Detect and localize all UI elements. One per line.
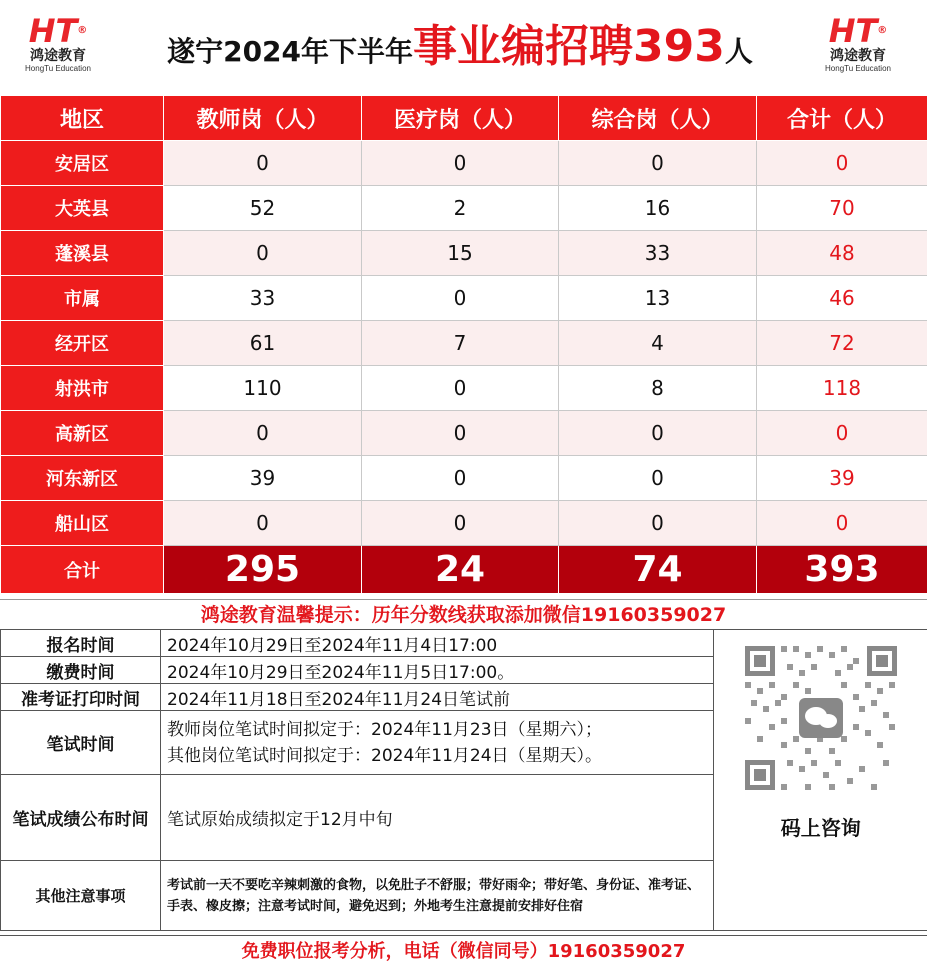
medical-cell: 0 [362, 366, 559, 411]
general-cell: 33 [559, 231, 757, 276]
admit-print-label: 准考证打印时间 [1, 684, 161, 711]
region-cell: 大英县 [1, 186, 164, 231]
region-cell: 蓬溪县 [1, 231, 164, 276]
teacher-cell: 0 [164, 141, 362, 186]
footer-contact: 免费职位报考分析，电话（微信同号）19160359027 [0, 935, 927, 966]
total-cell: 72 [757, 321, 927, 366]
total-cell: 70 [757, 186, 927, 231]
medical-cell: 7 [362, 321, 559, 366]
total-cell: 0 [757, 141, 927, 186]
total-cell: 0 [757, 501, 927, 546]
medical-cell: 0 [362, 456, 559, 501]
admit-print-value: 2024年11月18日至2024年11月24日笔试前 [161, 684, 714, 711]
notes-value: 考试前一天不要吃辛辣刺激的食物，以免肚子不舒服；带好雨伞；带好笔、身份证、准考证、手表、橡皮擦；注意考试时间，避免迟到；外地考生注意提前安排好住宿 [161, 861, 714, 931]
notes-label: 其他注意事项 [1, 861, 161, 931]
col-header-region: 地区 [1, 96, 164, 141]
total-cell: 118 [757, 366, 927, 411]
logo-en: HongTu Education [825, 64, 891, 73]
table-header-row [1, 96, 927, 141]
region-cell: 高新区 [1, 411, 164, 456]
title-emphasis: 事业编招聘393 [413, 21, 725, 72]
region-cell: 市属 [1, 276, 164, 321]
general-cell: 8 [559, 366, 757, 411]
table-row [1, 501, 927, 546]
teacher-cell: 0 [164, 231, 362, 276]
qr-panel [714, 630, 927, 931]
region-cell: 河东新区 [1, 456, 164, 501]
schedule-table [0, 629, 927, 931]
sum-teacher: 295 [164, 546, 362, 594]
medical-cell: 15 [362, 231, 559, 276]
total-cell: 46 [757, 276, 927, 321]
qr-code-icon [741, 642, 901, 794]
exam-time-value [161, 711, 714, 775]
medical-cell: 0 [362, 411, 559, 456]
total-cell: 48 [757, 231, 927, 276]
col-header-general: 综合岗（人） [559, 96, 757, 141]
table-row [1, 276, 927, 321]
region-cell: 经开区 [1, 321, 164, 366]
sum-label: 合计 [1, 546, 164, 594]
logo-en: HongTu Education [25, 64, 91, 73]
qr-caption: 码上咨询 [780, 816, 861, 840]
logo-left [18, 14, 98, 84]
teacher-cell: 33 [164, 276, 362, 321]
table-row [1, 231, 927, 276]
general-cell: 0 [559, 501, 757, 546]
logo-cn: 鸿途教育 [30, 48, 86, 64]
sum-total: 393 [757, 546, 927, 594]
table-row [1, 141, 927, 186]
page-title [100, 12, 820, 82]
logo-cn: 鸿途教育 [830, 48, 886, 64]
medical-cell: 0 [362, 276, 559, 321]
general-cell: 16 [559, 186, 757, 231]
reg-time-value: 2024年10月29日至2024年11月4日17:00 [161, 630, 714, 657]
exam-time-other: 其他岗位笔试时间拟定于：2024年11月24日（星期天）。 [167, 745, 603, 766]
sum-general: 74 [559, 546, 757, 594]
exam-time-label: 笔试时间 [1, 711, 161, 775]
col-header-total: 合计（人） [757, 96, 927, 141]
col-header-medical: 医疗岗（人） [362, 96, 559, 141]
medical-cell: 2 [362, 186, 559, 231]
pay-time-value: 2024年10月29日至2024年11月5日17:00。 [161, 657, 714, 684]
exam-time-teacher: 教师岗位笔试时间拟定于：2024年11月23日（星期六）； [167, 719, 603, 740]
logo-right [818, 14, 898, 84]
logo-mark-icon: HT® [28, 12, 88, 50]
teacher-cell: 110 [164, 366, 362, 411]
sum-row [1, 546, 927, 594]
teacher-cell: 0 [164, 501, 362, 546]
logo-mark-icon: HT® [828, 12, 888, 50]
general-cell: 4 [559, 321, 757, 366]
table-row [1, 411, 927, 456]
region-cell: 射洪市 [1, 366, 164, 411]
region-cell: 船山区 [1, 501, 164, 546]
table-row [1, 366, 927, 411]
medical-cell: 0 [362, 501, 559, 546]
teacher-cell: 61 [164, 321, 362, 366]
teacher-cell: 39 [164, 456, 362, 501]
table-row [1, 186, 927, 231]
teacher-cell: 0 [164, 411, 362, 456]
score-time-label: 笔试成绩公布时间 [1, 775, 161, 861]
general-cell: 13 [559, 276, 757, 321]
title-suffix: 人 [724, 35, 753, 68]
sum-medical: 24 [362, 546, 559, 594]
reg-time-label: 报名时间 [1, 630, 161, 657]
general-cell: 0 [559, 456, 757, 501]
header [0, 0, 927, 95]
region-cell: 安居区 [1, 141, 164, 186]
total-cell: 0 [757, 411, 927, 456]
title-prefix: 遂宁2024年下半年 [167, 35, 414, 68]
total-cell: 39 [757, 456, 927, 501]
table-row [1, 456, 927, 501]
recruitment-table [0, 95, 927, 594]
col-header-teacher: 教师岗（人） [164, 96, 362, 141]
teacher-cell: 52 [164, 186, 362, 231]
general-cell: 0 [559, 411, 757, 456]
pay-time-label: 缴费时间 [1, 657, 161, 684]
general-cell: 0 [559, 141, 757, 186]
tip-line: 鸿途教育温馨提示：历年分数线获取添加微信19160359027 [0, 599, 927, 630]
medical-cell: 0 [362, 141, 559, 186]
score-time-value: 笔试原始成绩拟定于12月中旬 [161, 775, 714, 861]
table-row [1, 321, 927, 366]
